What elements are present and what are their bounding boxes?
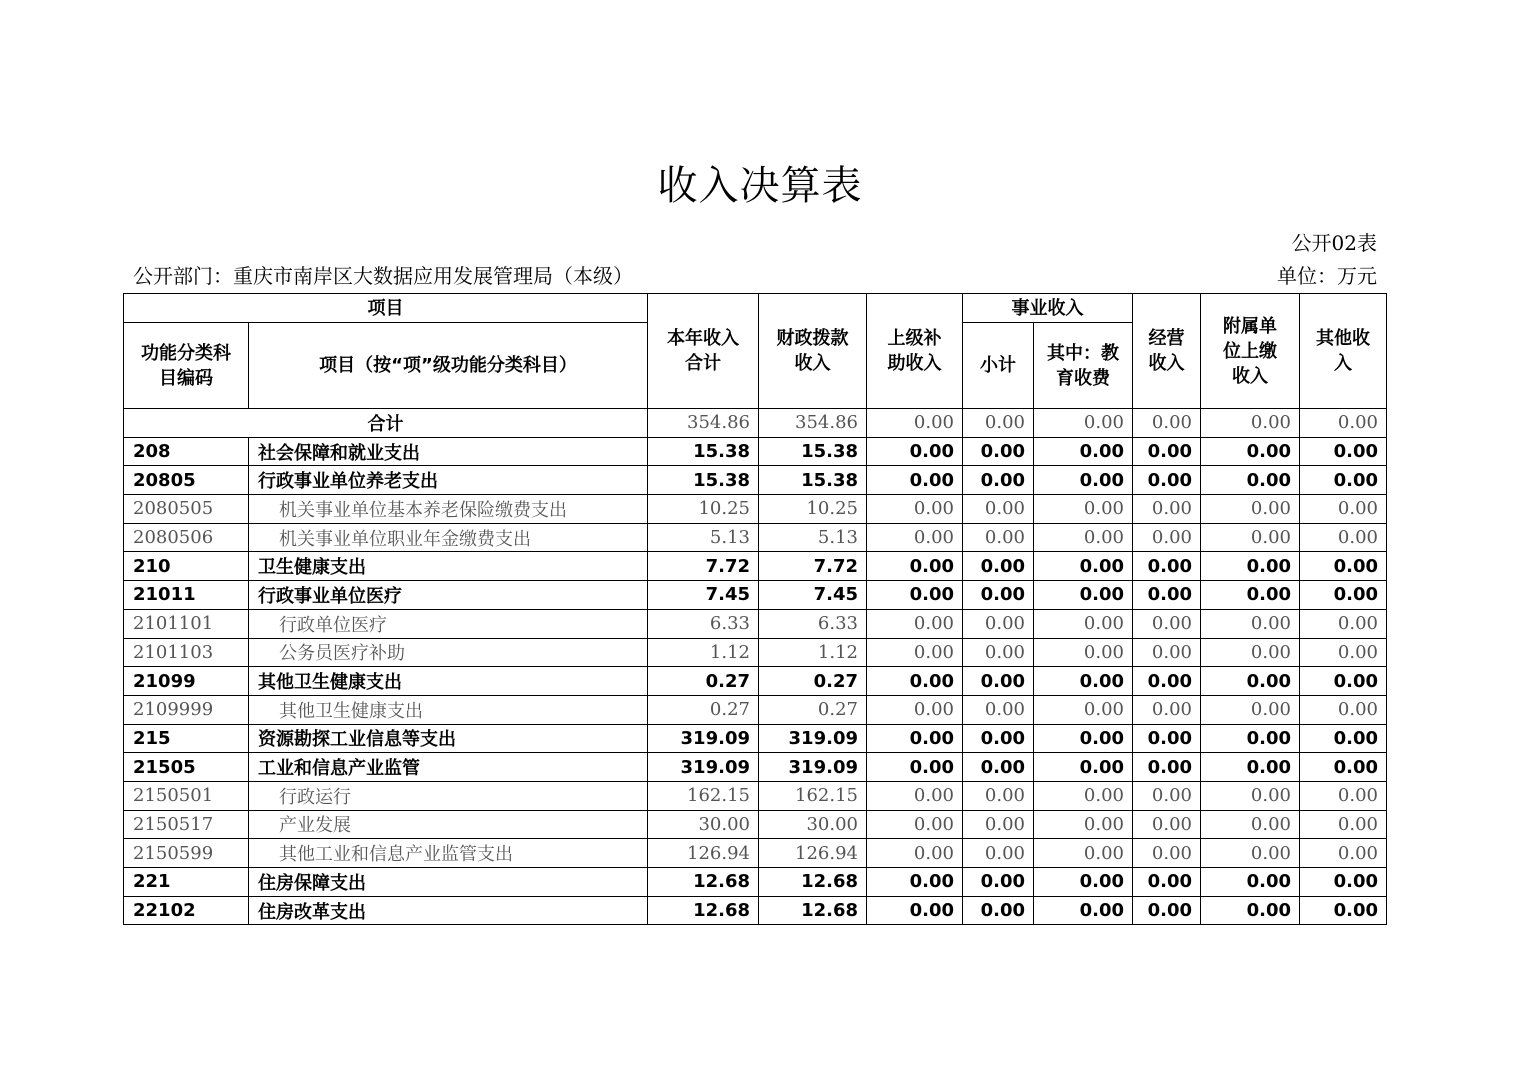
row-name: 住房改革支出 <box>249 896 648 925</box>
row-value: 0.00 <box>1034 552 1133 581</box>
row-value: 0.00 <box>1300 896 1387 925</box>
row-value: 0.00 <box>867 437 963 466</box>
row-value: 319.09 <box>648 753 759 782</box>
row-code: 221 <box>124 868 249 897</box>
row-value: 0.00 <box>1133 839 1201 868</box>
row-value: 0.00 <box>963 868 1034 897</box>
row-code: 208 <box>124 437 249 466</box>
row-value: 12.68 <box>759 868 867 897</box>
row-value: 0.00 <box>1300 523 1387 552</box>
row-name: 其他卫生健康支出 <box>249 695 648 724</box>
income-table <box>123 293 1387 925</box>
row-value: 0.00 <box>867 724 963 753</box>
row-value: 0.00 <box>867 810 963 839</box>
row-value: 0.00 <box>1034 523 1133 552</box>
row-value: 0.00 <box>1201 724 1300 753</box>
table-row <box>124 896 1387 925</box>
row-name: 行政事业单位养老支出 <box>249 466 648 495</box>
row-code: 215 <box>124 724 249 753</box>
unit-label: 单位：万元 <box>1277 264 1377 288</box>
row-value: 0.00 <box>963 724 1034 753</box>
row-value: 5.13 <box>648 523 759 552</box>
row-value: 319.09 <box>759 724 867 753</box>
row-name: 产业发展 <box>249 810 648 839</box>
row-value: 0.00 <box>1133 810 1201 839</box>
row-value: 0.00 <box>1300 466 1387 495</box>
row-value: 0.00 <box>867 753 963 782</box>
row-value: 0.00 <box>963 523 1034 552</box>
row-value: 15.38 <box>648 466 759 495</box>
row-code: 2080506 <box>124 523 249 552</box>
row-value: 0.00 <box>867 868 963 897</box>
row-value: 0.00 <box>1133 609 1201 638</box>
row-code: 2101103 <box>124 638 249 667</box>
row-value: 30.00 <box>759 810 867 839</box>
row-value: 0.00 <box>1201 896 1300 925</box>
row-value: 0.00 <box>867 839 963 868</box>
total-value: 0.00 <box>1034 409 1133 438</box>
total-value: 0.00 <box>963 409 1034 438</box>
row-value: 0.00 <box>1133 695 1201 724</box>
row-value: 0.00 <box>1300 810 1387 839</box>
total-value: 354.86 <box>759 409 867 438</box>
row-value: 0.00 <box>1034 753 1133 782</box>
row-value: 0.00 <box>1133 868 1201 897</box>
row-name: 卫生健康支出 <box>249 552 648 581</box>
row-value: 126.94 <box>759 839 867 868</box>
total-value: 0.00 <box>867 409 963 438</box>
row-value: 0.00 <box>1133 523 1201 552</box>
row-value: 0.00 <box>867 638 963 667</box>
table-row <box>124 868 1387 897</box>
row-value: 162.15 <box>648 781 759 810</box>
row-value: 0.00 <box>1034 781 1133 810</box>
row-name: 住房保障支出 <box>249 868 648 897</box>
row-value: 0.00 <box>963 896 1034 925</box>
total-value: 0.00 <box>1133 409 1201 438</box>
row-value: 0.00 <box>1300 609 1387 638</box>
row-value: 0.00 <box>1201 868 1300 897</box>
row-value: 126.94 <box>648 839 759 868</box>
row-value: 0.00 <box>1300 495 1387 524</box>
row-value: 10.25 <box>648 495 759 524</box>
row-value: 0.00 <box>963 781 1034 810</box>
row-value: 0.00 <box>1201 810 1300 839</box>
table-row <box>124 638 1387 667</box>
row-value: 0.00 <box>1201 581 1300 610</box>
row-value: 0.00 <box>1034 896 1133 925</box>
header-project: 项目 <box>124 294 648 323</box>
row-code: 20805 <box>124 466 249 495</box>
row-name: 机关事业单位职业年金缴费支出 <box>249 523 648 552</box>
row-value: 0.00 <box>1201 695 1300 724</box>
row-value: 0.00 <box>1201 667 1300 696</box>
row-value: 0.00 <box>1300 868 1387 897</box>
row-code: 2101101 <box>124 609 249 638</box>
row-value: 162.15 <box>759 781 867 810</box>
row-value: 0.00 <box>963 466 1034 495</box>
row-value: 0.27 <box>759 695 867 724</box>
row-value: 15.38 <box>759 466 867 495</box>
header-name: 项目（按“项”级功能分类科目） <box>249 323 648 409</box>
row-value: 0.00 <box>1034 810 1133 839</box>
row-value: 0.00 <box>1300 781 1387 810</box>
row-value: 0.00 <box>1300 724 1387 753</box>
row-value: 0.00 <box>1133 437 1201 466</box>
row-value: 0.00 <box>1201 781 1300 810</box>
row-value: 0.00 <box>1133 495 1201 524</box>
row-value: 0.00 <box>1133 896 1201 925</box>
row-value: 12.68 <box>759 896 867 925</box>
table-row <box>124 466 1387 495</box>
row-name: 行政单位医疗 <box>249 609 648 638</box>
row-value: 0.27 <box>648 667 759 696</box>
table-row <box>124 667 1387 696</box>
row-value: 7.45 <box>759 581 867 610</box>
row-value: 0.00 <box>1034 724 1133 753</box>
row-code: 2150599 <box>124 839 249 868</box>
row-code: 2150517 <box>124 810 249 839</box>
row-value: 0.00 <box>867 667 963 696</box>
row-name: 公务员医疗补助 <box>249 638 648 667</box>
row-name: 行政运行 <box>249 781 648 810</box>
row-value: 0.00 <box>1034 839 1133 868</box>
row-name: 机关事业单位基本养老保险缴费支出 <box>249 495 648 524</box>
row-value: 0.00 <box>1300 437 1387 466</box>
header-education: 其中：教 育收费 <box>1034 323 1133 409</box>
table-row <box>124 781 1387 810</box>
row-code: 2150501 <box>124 781 249 810</box>
row-value: 0.00 <box>963 552 1034 581</box>
row-value: 0.00 <box>1034 638 1133 667</box>
row-value: 6.33 <box>648 609 759 638</box>
table-row <box>124 552 1387 581</box>
header-business-group: 事业收入 <box>963 294 1133 323</box>
total-value: 0.00 <box>1201 409 1300 438</box>
row-value: 0.00 <box>1034 609 1133 638</box>
header-total-income: 本年收入 合计 <box>648 294 759 409</box>
row-value: 0.00 <box>1300 753 1387 782</box>
row-name: 其他工业和信息产业监管支出 <box>249 839 648 868</box>
row-code: 2080505 <box>124 495 249 524</box>
row-value: 0.00 <box>867 695 963 724</box>
row-value: 0.00 <box>1201 753 1300 782</box>
row-value: 0.00 <box>1034 437 1133 466</box>
row-name: 资源勘探工业信息等支出 <box>249 724 648 753</box>
row-value: 0.00 <box>963 667 1034 696</box>
row-value: 0.00 <box>1133 638 1201 667</box>
row-value: 0.00 <box>1133 466 1201 495</box>
row-value: 0.00 <box>1201 552 1300 581</box>
row-value: 0.00 <box>963 839 1034 868</box>
row-value: 0.00 <box>963 437 1034 466</box>
row-value: 0.00 <box>867 495 963 524</box>
row-value: 15.38 <box>648 437 759 466</box>
table-number: 公开02表 <box>1291 231 1377 255</box>
row-value: 0.00 <box>1201 638 1300 667</box>
row-value: 0.00 <box>1034 868 1133 897</box>
row-value: 0.00 <box>1034 581 1133 610</box>
header-other: 其他收 入 <box>1300 294 1387 409</box>
table-row <box>124 495 1387 524</box>
row-value: 0.00 <box>867 581 963 610</box>
row-value: 0.00 <box>867 552 963 581</box>
row-value: 0.00 <box>1133 724 1201 753</box>
row-code: 210 <box>124 552 249 581</box>
row-value: 0.00 <box>1300 552 1387 581</box>
row-value: 5.13 <box>759 523 867 552</box>
table-row <box>124 810 1387 839</box>
table-row <box>124 724 1387 753</box>
row-value: 0.00 <box>1133 781 1201 810</box>
row-code: 21505 <box>124 753 249 782</box>
row-value: 0.00 <box>867 466 963 495</box>
row-value: 0.00 <box>1201 495 1300 524</box>
page-title: 收入决算表 <box>657 163 863 209</box>
total-label: 合计 <box>124 409 648 438</box>
row-name: 社会保障和就业支出 <box>249 437 648 466</box>
row-value: 0.00 <box>1300 581 1387 610</box>
row-value: 0.00 <box>1300 839 1387 868</box>
row-value: 10.25 <box>759 495 867 524</box>
row-value: 0.00 <box>1201 466 1300 495</box>
row-value: 7.72 <box>759 552 867 581</box>
row-value: 0.00 <box>963 695 1034 724</box>
row-code: 21011 <box>124 581 249 610</box>
row-value: 319.09 <box>759 753 867 782</box>
row-value: 1.12 <box>648 638 759 667</box>
header-subtotal: 小计 <box>963 323 1034 409</box>
row-value: 319.09 <box>648 724 759 753</box>
row-code: 22102 <box>124 896 249 925</box>
row-value: 7.72 <box>648 552 759 581</box>
table-body <box>124 409 1387 925</box>
row-value: 0.00 <box>867 896 963 925</box>
header-affiliated: 附属单 位上缴 收入 <box>1201 294 1300 409</box>
table-row <box>124 523 1387 552</box>
row-value: 30.00 <box>648 810 759 839</box>
row-value: 0.00 <box>867 523 963 552</box>
row-value: 0.00 <box>1201 839 1300 868</box>
row-value: 0.00 <box>1133 753 1201 782</box>
row-value: 12.68 <box>648 868 759 897</box>
row-name: 行政事业单位医疗 <box>249 581 648 610</box>
row-value: 15.38 <box>759 437 867 466</box>
row-value: 0.00 <box>1034 466 1133 495</box>
row-value: 0.00 <box>1201 437 1300 466</box>
row-value: 0.00 <box>963 638 1034 667</box>
row-code: 2109999 <box>124 695 249 724</box>
row-value: 0.00 <box>963 581 1034 610</box>
header-code: 功能分类科 目编码 <box>124 323 249 409</box>
row-value: 7.45 <box>648 581 759 610</box>
row-value: 0.00 <box>1034 695 1133 724</box>
row-value: 0.00 <box>1034 495 1133 524</box>
row-value: 0.00 <box>1133 552 1201 581</box>
row-value: 0.00 <box>963 753 1034 782</box>
row-value: 0.00 <box>1300 638 1387 667</box>
row-value: 0.00 <box>1201 523 1300 552</box>
row-value: 0.00 <box>963 810 1034 839</box>
row-value: 0.00 <box>1300 667 1387 696</box>
table-row <box>124 437 1387 466</box>
header-fiscal: 财政拨款 收入 <box>759 294 867 409</box>
header-superior: 上级补 助收入 <box>867 294 963 409</box>
table-row <box>124 695 1387 724</box>
total-value: 0.00 <box>1300 409 1387 438</box>
row-value: 0.00 <box>1201 609 1300 638</box>
row-value: 0.00 <box>867 609 963 638</box>
total-row <box>124 409 1387 438</box>
total-value: 354.86 <box>648 409 759 438</box>
table-row <box>124 753 1387 782</box>
row-value: 1.12 <box>759 638 867 667</box>
table-row <box>124 581 1387 610</box>
row-name: 其他卫生健康支出 <box>249 667 648 696</box>
row-value: 0.00 <box>1133 667 1201 696</box>
row-value: 6.33 <box>759 609 867 638</box>
row-value: 0.00 <box>1300 695 1387 724</box>
row-value: 0.27 <box>648 695 759 724</box>
row-value: 12.68 <box>648 896 759 925</box>
row-code: 21099 <box>124 667 249 696</box>
row-value: 0.00 <box>963 495 1034 524</box>
table-row <box>124 839 1387 868</box>
row-value: 0.00 <box>1133 581 1201 610</box>
row-value: 0.00 <box>963 609 1034 638</box>
table-row <box>124 609 1387 638</box>
header-operating: 经营 收入 <box>1133 294 1201 409</box>
row-value: 0.00 <box>867 781 963 810</box>
row-name: 工业和信息产业监管 <box>249 753 648 782</box>
department-label: 公开部门：重庆市南岸区大数据应用发展管理局（本级） <box>133 264 633 288</box>
row-value: 0.00 <box>1034 667 1133 696</box>
row-value: 0.27 <box>759 667 867 696</box>
